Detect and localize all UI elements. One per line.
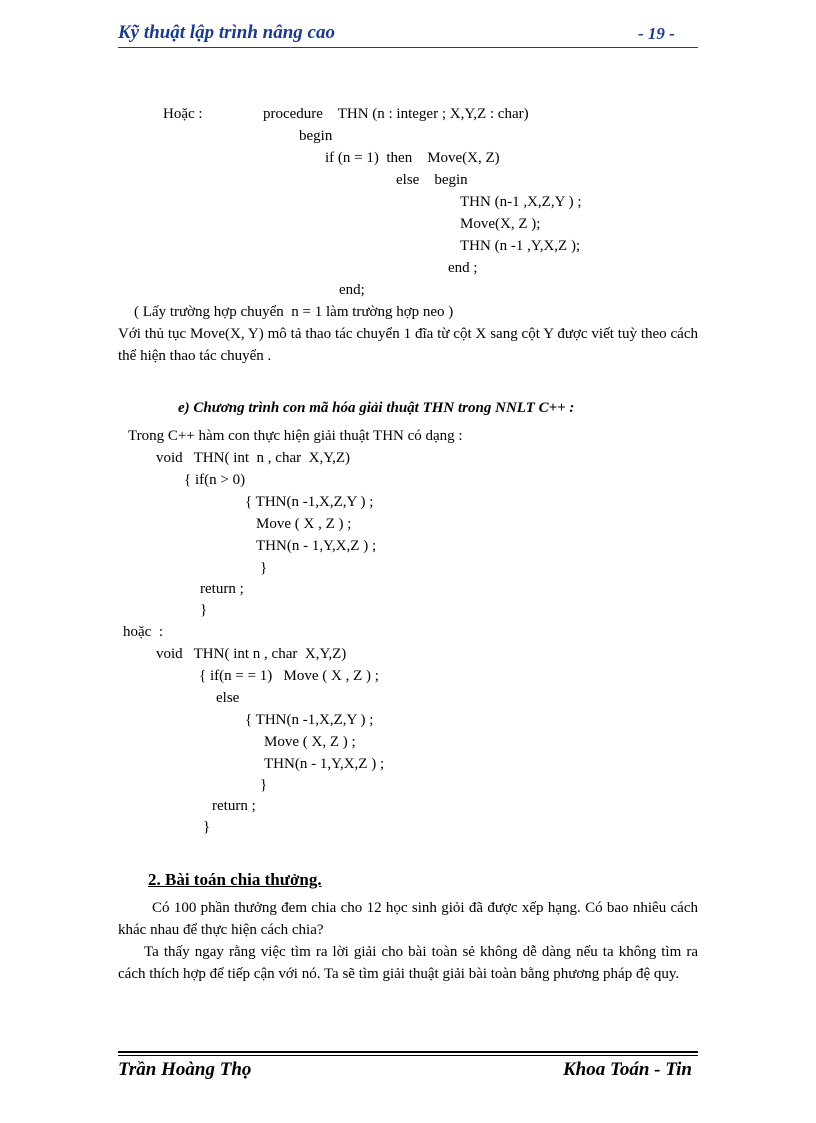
code-line: THN(n - 1,Y,X,Z ) ; bbox=[256, 538, 377, 554]
footer-department: Khoa Toán - Tin bbox=[563, 1059, 692, 1080]
code-line: else begin bbox=[396, 172, 468, 188]
code-line: else bbox=[216, 690, 240, 706]
header-divider bbox=[118, 47, 698, 48]
code-line: Move ( X, Z ) ; bbox=[264, 734, 356, 750]
footer-author: Trần Hoàng Thọ bbox=[118, 1059, 252, 1080]
footer-divider bbox=[118, 1051, 698, 1053]
code-line: } bbox=[200, 602, 208, 618]
code-line: { if(n > 0) bbox=[184, 472, 246, 488]
code-line: if (n = 1) then Move(X, Z) bbox=[325, 150, 500, 166]
page-number: - 19 - bbox=[638, 24, 675, 43]
code-line: void THN( int n , char X,Y,Z) bbox=[156, 646, 347, 662]
code-line: } bbox=[260, 777, 268, 793]
code-line: return ; bbox=[200, 581, 244, 597]
code-line: begin bbox=[299, 128, 333, 144]
code-line: Move ( X , Z ) ; bbox=[256, 516, 352, 532]
subsection-heading: e) Chương trình con mã hóa giải thuật THN trong NNLT C++ : bbox=[178, 400, 575, 416]
code-line: THN (n-1 ,X,Z,Y ) ; bbox=[460, 194, 582, 210]
alt-label: hoặc : bbox=[123, 624, 163, 640]
code-line: THN (n -1 ,Y,X,Z ); bbox=[460, 238, 581, 254]
section-title: 2. Bài toán chia thưởng. bbox=[148, 870, 322, 889]
code-line: void THN( int n , char X,Y,Z) bbox=[156, 450, 351, 466]
code-line: THN(n - 1,Y,X,Z ) ; bbox=[264, 756, 385, 772]
code-line: end; bbox=[339, 282, 365, 298]
code-line: procedure THN (n : integer ; X,Y,Z : char) bbox=[263, 106, 529, 122]
cpp-intro: Trong C++ hàm con thực hiện giải thuật THN có dạng : bbox=[128, 428, 463, 444]
code-line: { if(n = = 1) Move ( X , Z ) ; bbox=[199, 668, 379, 684]
code-line: { THN(n -1,X,Z,Y ) ; bbox=[245, 712, 374, 728]
footer-divider bbox=[118, 1055, 698, 1056]
move-description: Với thủ tục Move(X, Y) mô tả thao tác chuyển 1 đĩa từ cột X sang cột Y được viết tuỳ theo cách thể hiện thao tác chuyển . bbox=[118, 326, 698, 364]
code-line: } bbox=[260, 560, 268, 576]
paragraph: Có 100 phần thưởng đem chia cho 12 học sinh giỏi đã được xếp hạng. Có bao nhiêu cách khác nhau để thực hiện cách chia? bbox=[118, 900, 698, 938]
neo-note: ( Lấy trường hợp chuyển n = 1 làm trường hợp neo ) bbox=[134, 304, 454, 320]
header-title: Kỹ thuật lập trình nâng cao bbox=[118, 22, 335, 43]
code-line: } bbox=[203, 819, 211, 835]
code-line: { THN(n -1,X,Z,Y ) ; bbox=[245, 494, 374, 510]
paragraph: Ta thấy ngay rằng việc tìm ra lời giải cho bài toàn sẻ không dễ dàng nếu ta không tìm ra cách thích hợp để tiếp cận với nó. Ta sẽ tìm giải thuật giải bài toàn bằng phương pháp đệ quy. bbox=[118, 944, 698, 982]
code-line: return ; bbox=[212, 798, 256, 814]
pascal-label: Hoặc : bbox=[163, 106, 203, 122]
code-line: Move(X, Z ); bbox=[460, 216, 541, 232]
code-line: end ; bbox=[448, 260, 478, 276]
